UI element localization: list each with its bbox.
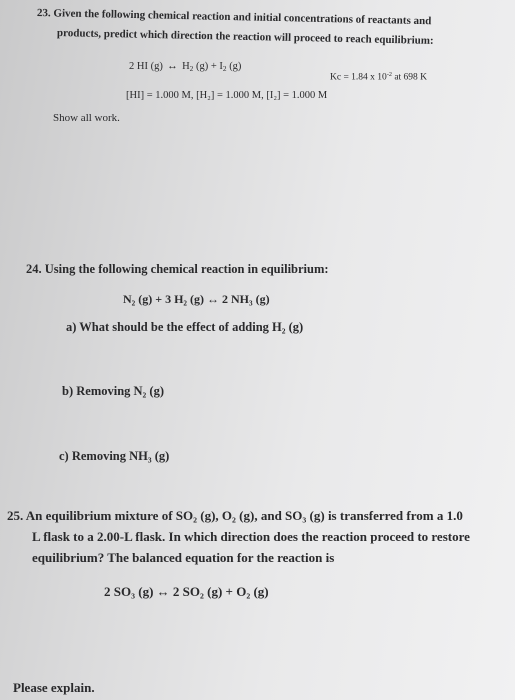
q25-line3: equilibrium? The balanced equation for the reaction is [32, 550, 335, 565]
q23-product1-state: (g) + I [193, 61, 223, 72]
q25-line1: 25. An equilibrium mixture of SO₂ (g), O₂ (g), and SO₃ (g) is transferred from a 1.0 [7, 508, 463, 523]
q24-part-a: a) What should be the effect of adding H₂ (g) [66, 320, 304, 334]
q24-reaction: N₂ (g) + 3 H₂ (g) ↔ 2 NH₃ (g) [123, 292, 270, 306]
q23-line2: products, predict which direction the reaction will proceed to reach equilibrium: [56, 27, 434, 47]
q25-line2: L flask to a 2.00-L flask. In which direction does the reaction proceed to restore [32, 529, 470, 544]
q23-product1-sub: 2 [189, 64, 194, 74]
q23-line1: 23. Given the following chemical reaction and initial concentrations of reactants and [36, 7, 432, 28]
q23-concentrations: [HI] = 1.000 M, [H₂] = 1.000 M, [I₂] = 1.000 M [126, 90, 328, 101]
kc-label: Kc = 1.84 x 10 [330, 72, 387, 83]
q23-reactant: 2 HI (g) [129, 61, 163, 72]
q23-product2-state: (g) [226, 61, 242, 72]
q23-reaction [129, 61, 241, 73]
kc-temperature: at 698 K [391, 72, 428, 83]
q25-explain: Please explain. [13, 680, 95, 695]
q24-part-b: b) Removing N₂ (g) [62, 384, 165, 398]
kc-exponent: -2 [386, 72, 392, 78]
q24-title: 24. Using the following chemical reaction in equilibrium: [26, 262, 329, 276]
q25-reaction: 2 SO₃ (g) ↔ 2 SO₂ (g) + O₂ (g) [104, 584, 269, 599]
q24-part-c: c) Removing NH₃ (g) [59, 449, 170, 463]
q23-product1: H [182, 61, 190, 72]
q23-show-work: Show all work. [53, 112, 120, 124]
q23-kc [330, 72, 427, 82]
q23-product2-sub: 2 [222, 64, 227, 74]
equilibrium-arrow: ↔ [167, 61, 178, 72]
